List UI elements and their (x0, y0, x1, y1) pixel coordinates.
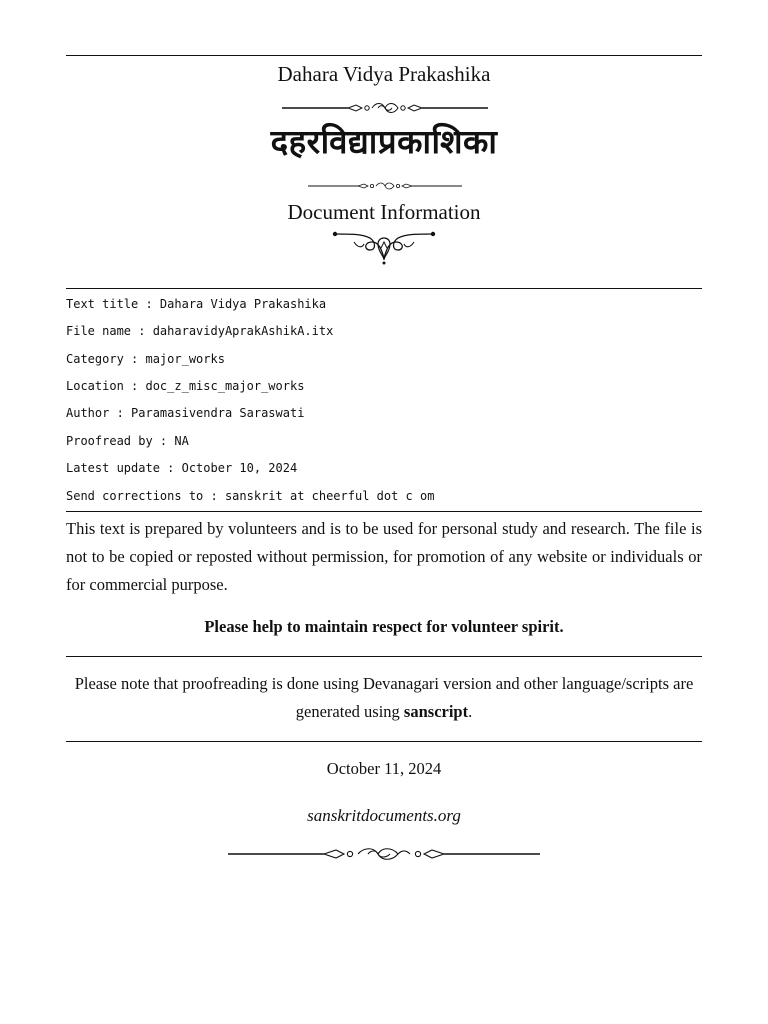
respect-notice: Please help to maintain respect for volunteer spirit. (204, 617, 564, 636)
info-top-rule (66, 288, 702, 289)
info-latest-update: Latest update : October 10, 2024 (66, 461, 298, 475)
ornament-divider-icon (308, 180, 462, 192)
info-location: Location : doc_z_misc_major_works (66, 379, 305, 393)
note-bottom-rule (66, 741, 702, 742)
info-category: Category : major_works (66, 352, 225, 366)
respect-rule (66, 656, 702, 657)
flourish-ornament-icon (332, 226, 436, 266)
document-information-heading: Document Information (287, 200, 481, 224)
devanagari-title: दहरविद्याप्रकाशिका (270, 122, 498, 161)
proofreading-note (66, 670, 702, 726)
ornament-divider-icon (282, 100, 488, 116)
sanscript-term: sanscript (403, 702, 469, 721)
info-text-title: Text title : Dahara Vidya Prakashika (66, 297, 327, 311)
site-name: sanskritdocuments.org (307, 806, 461, 825)
info-corrections: Send corrections to : sanskrit at cheerful dot c om (66, 489, 435, 503)
info-author: Author : Paramasivendra Saraswati (66, 406, 305, 420)
page-title: Dahara Vidya Prakashika (277, 62, 491, 86)
info-proofread: Proofread by : NA (66, 434, 189, 448)
document-date: October 11, 2024 (326, 759, 442, 778)
ornament-divider-icon (228, 845, 540, 863)
info-file-name: File name : daharavidyAprakAshikA.itx (66, 324, 334, 338)
info-bottom-rule (66, 511, 702, 512)
proofreading-note-text: Please note that proofreading is done using Devanagari version and other language/scripts are generated using (74, 674, 694, 721)
top-rule (66, 55, 702, 56)
disclaimer-paragraph: This text is prepared by volunteers and is to be used for personal study and research. The file is not to be copied or reposted without permission, for promotion of any website or individuals or for commercial purpose. (66, 519, 702, 594)
proofreading-note-end: . (468, 702, 473, 721)
